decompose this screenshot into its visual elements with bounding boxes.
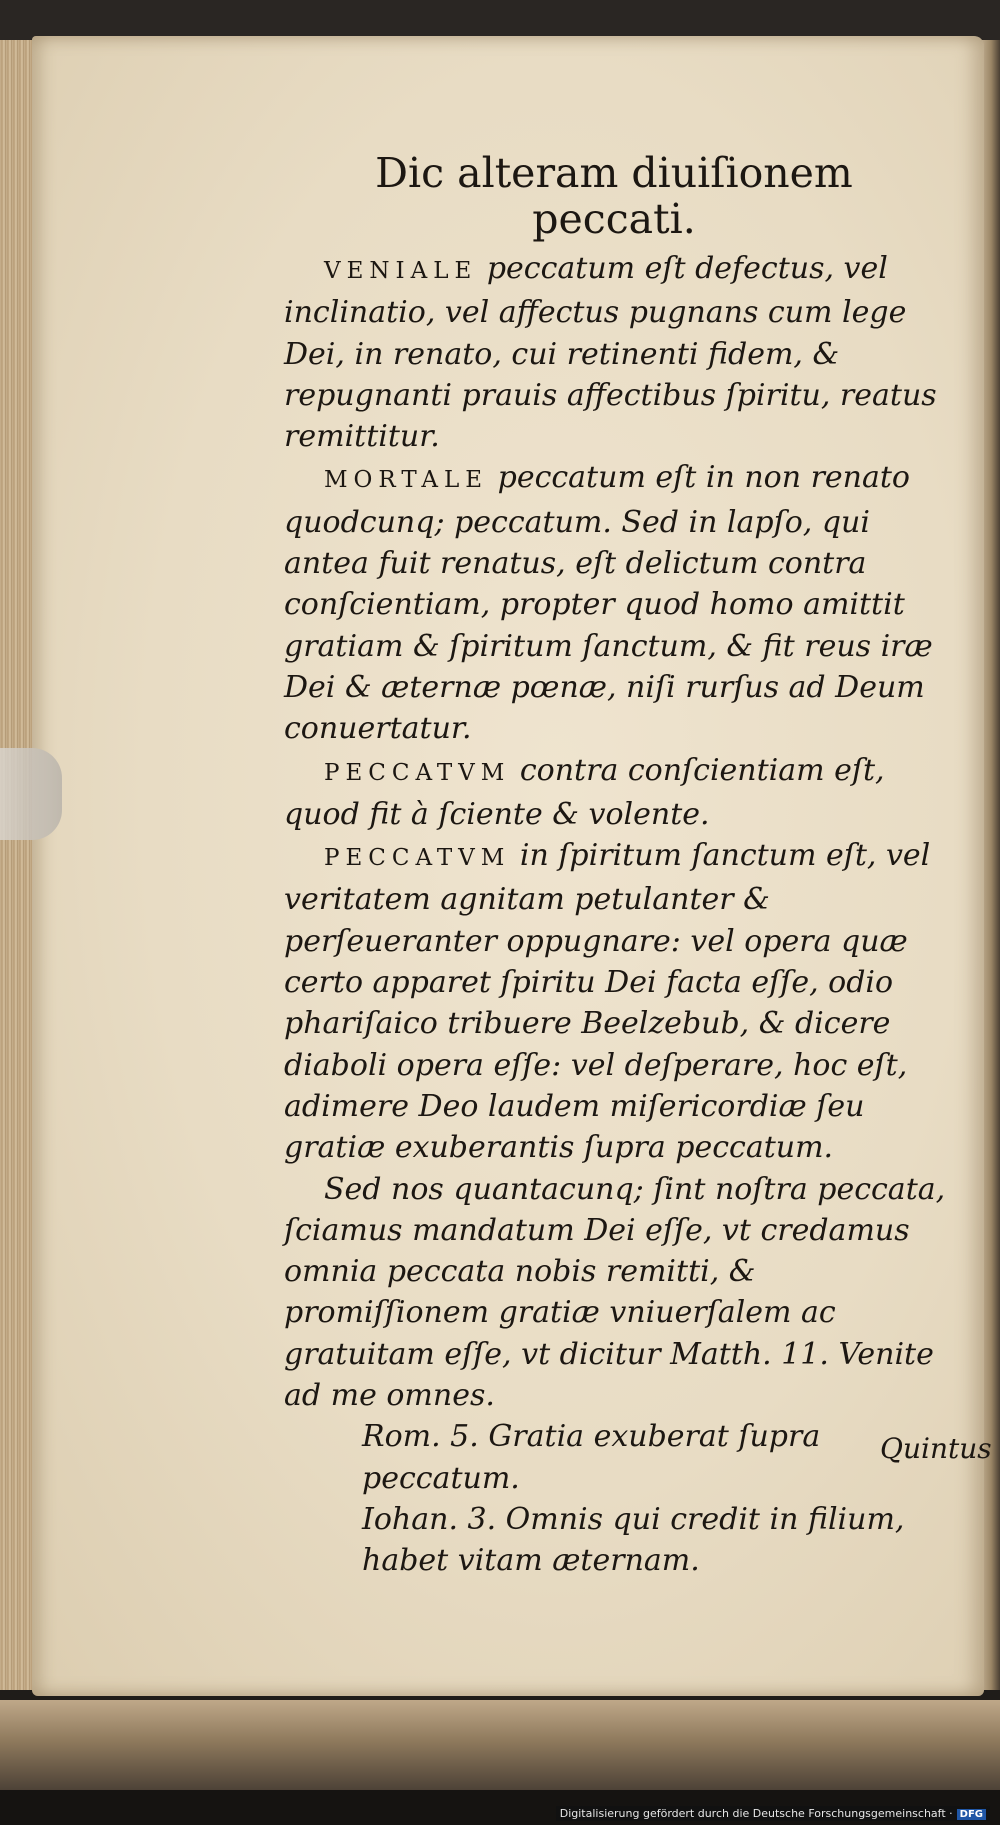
- paragraph-text: contra conſcientiam eſt, quod fit à ſciente & volente.: [284, 752, 885, 832]
- book-bottom-edge: [0, 1700, 1000, 1790]
- paragraph-sed-nos: [284, 1169, 964, 1417]
- page-text-block: [284, 150, 964, 1582]
- paragraph-lead: PECCATVM: [324, 845, 511, 872]
- paragraph-text: peccatum eſt defectus, vel inclinatio, vel affectus pugnans cum lege Dei, in renato, cui retinenti fidem, & repugnanti prauis affectibus ſpiritu, reatus remittitur.: [284, 251, 937, 455]
- digitization-credit: [556, 1806, 990, 1821]
- paragraph-lead: VENIALE: [324, 258, 478, 284]
- book-page-edges-left: [0, 40, 34, 1690]
- paragraph-lead: MORTALE: [324, 467, 489, 494]
- catchword: Quintus: [880, 1432, 992, 1465]
- paragraph-mortale: [284, 457, 964, 749]
- paragraph-text: in ſpiritum ſanctum eſt, vel veritatem agnitam petulanter & perſeueranter oppugnare: vel opera quæ certo apparet ſpiritu Dei facta eſſe, odio phariſaico tribuere Beelzebub, & dicere diaboli opera eſſe: vel deſperare, hoc eſt, adimere Deo laudem miſericordiæ ſeu gratiæ exuberantis ſupra peccatum.: [284, 838, 931, 1166]
- paragraph-lead: PECCATVM: [324, 759, 511, 786]
- paragraph-peccatum-conscientia: [284, 750, 964, 836]
- dfg-logo: DFG: [957, 1809, 986, 1820]
- section-heading: Dic alteram diuiſionem: [375, 149, 853, 197]
- page-clip: [0, 748, 62, 840]
- section-heading-continued: peccati.: [532, 195, 696, 243]
- paragraph-text: peccatum eſt in non renato quodcunq; peccatum. Sed in lapſo, qui antea fuit renatus, eſt delictum contra conſcientiam, propter quod homo amittit gratiam & ſpiritum ſanctum, & fit reus iræ Dei & æternæ pœnæ, niſi rurſus ad Deum conuertatur.: [284, 460, 933, 747]
- paragraph-text: Sed nos quantacunq; ſint noſtra peccata, ſciamus mandatum Dei eſſe, vt credamus omnia peccata nobis remitti, & promiſſionem gratiæ vniuerſalem ac gratuitam eſſe, vt dicitur Matth. 11. Venite ad me omnes.: [284, 1171, 946, 1414]
- credit-text: Digitalisierung gefördert durch die Deutsche Forschungsgemeinschaft ·: [559, 1807, 953, 1820]
- paragraph-veniale: [284, 248, 964, 457]
- citation-romans: Rom. 5. Gratia exuberat ſupra peccatum.: [362, 1419, 821, 1496]
- citation-john: Iohan. 3. Omnis qui credit in filium, habet vitam æternam.: [362, 1501, 905, 1579]
- paragraph-peccatum-spiritum: [284, 835, 964, 1168]
